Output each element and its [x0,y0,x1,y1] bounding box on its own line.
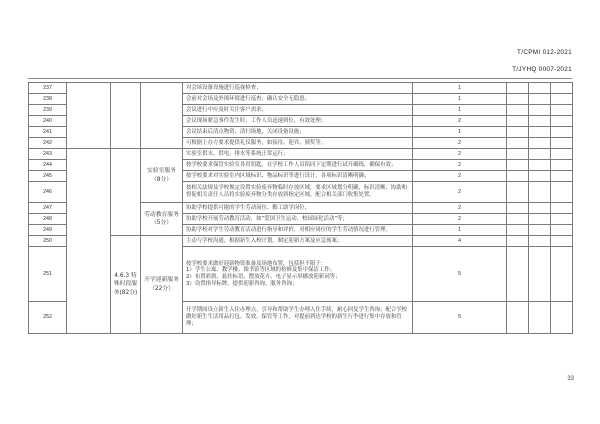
empty-cell [551,94,573,105]
empty-cell [507,302,529,334]
empty-cell [551,171,573,182]
row-content: 协助学校提供可能的学生劳动岗位、勤工助学岗位； [183,203,413,214]
empty-cell [67,83,111,149]
table-row [29,83,573,94]
row-content: 按相关法规及学校规定设置实验废弃物临时存放区域，要求区域划分明确，标识清晰；协助和督促相关责任人员将实验废弃物分类存放到指定区域，配合相关部门收集处置。 [183,182,413,203]
category-enrollment-service: 开学迎新服务（22分） [141,236,183,334]
empty-cell [551,182,573,203]
empty-cell [507,83,529,94]
empty-cell [551,225,573,236]
row-number: 244 [29,160,67,171]
row-score: 2 [413,149,507,160]
row-content: 开学期间设立新生入住办理点，引导和帮助学生办理入住手续，耐心回复学生咨询；配合学校做好新生生活用品打包、发放、保管等工作，对提前到达学校的新生行李进行集中存放和管理； [183,302,413,334]
row-content: 会前对会场及外围环境进行巡查，确认安全无隐患； [183,94,413,105]
page-number: 33 [567,376,574,382]
standard-code-secondary: T/JYHQ 0007-2021 [512,66,572,73]
empty-cell [551,203,573,214]
empty-cell [529,214,551,225]
empty-cell [529,171,551,182]
empty-cell [507,214,529,225]
row-number: 243 [29,149,67,160]
row-number: 248 [29,214,67,225]
empty-cell [529,105,551,116]
row-score: 2 [413,203,507,214]
empty-cell [111,149,141,236]
empty-cell [529,149,551,160]
row-score: 1 [413,94,507,105]
empty-cell [507,138,529,149]
empty-cell [551,302,573,334]
empty-cell [507,127,529,138]
row-score: 1 [413,83,507,94]
row-score: 5 [413,302,507,334]
empty-cell [507,105,529,116]
empty-cell [507,149,529,160]
empty-cell [529,160,551,171]
header-divider [28,78,572,79]
row-content-multiline [183,247,413,302]
empty-cell [529,127,551,138]
category-special-period-service: 4.6.3 特殊时段服务(82分) [111,236,141,334]
empty-cell [507,247,529,302]
empty-cell [551,160,573,171]
row-content: 可根据上办方要求提供礼仪服务，如接待、迎宾、颁奖等。 [183,138,413,149]
row-score: 2 [413,214,507,225]
row-content: 对会场设备设施进行巡视检查； [183,83,413,94]
row-content: 按学校要求对实验室内区域标识、物品标识等进行设计，各项标识清晰明确； [183,171,413,182]
row-content: 协助学校开展劳动教育活动，如“爱国卫生运动、校园绿化活动”等； [183,214,413,225]
empty-cell [507,116,529,127]
empty-cell [551,127,573,138]
row-number: 247 [29,203,67,214]
empty-cell [529,138,551,149]
empty-cell [507,94,529,105]
empty-cell [529,203,551,214]
category-lab-service: 实验室服务（8分） [141,149,183,203]
row-score: 2 [413,171,507,182]
empty-cell [551,138,573,149]
row-number: 249 [29,225,67,236]
row-score: 2 [413,182,507,203]
row-number: 240 [29,116,67,127]
row-score: 2 [413,138,507,149]
service-standard-table [28,82,573,334]
row-number: 241 [29,127,67,138]
row-score: 4 [413,236,507,247]
row-number: 250 [29,236,67,247]
row-content: 会议进行中应及时关注客户需求； [183,105,413,116]
empty-cell [529,236,551,247]
empty-cell [111,83,141,149]
row-number: 242 [29,138,67,149]
row-score: 2 [413,160,507,171]
row-score: 1 [413,225,507,236]
table-row [29,149,573,160]
row-number: 239 [29,105,67,116]
empty-cell [551,236,573,247]
empty-cell [529,247,551,302]
empty-cell [507,160,529,171]
row-content: 实验室供水、供电、排水等系统正常运行； [183,149,413,160]
empty-cell [67,149,111,334]
row-score: 2 [413,116,507,127]
row-content: 协助学校对学生劳动教育活动进行指导和评价，对相应岗位的学生劳动情况进行管理。 [183,225,413,236]
content-line: 3）设置指导标牌、提供迎新咨询、服务咨询； [186,280,298,287]
row-number: 246 [29,182,67,203]
row-score: 1 [413,105,507,116]
row-number: 238 [29,94,67,105]
empty-cell [507,171,529,182]
content-line: 按学校要求做好迎新物资准备及场地布置，包括但不限于： [186,260,327,267]
row-score: 5 [413,247,507,302]
row-score: 1 [413,127,507,138]
content-line: 2）布置彩旗、悬挂标语、摆放花卉、电子显示屏播放迎新词等； [186,274,341,280]
empty-cell [507,203,529,214]
empty-cell [529,83,551,94]
row-number: 237 [29,83,67,94]
row-content: 主动与学校沟通，根据新生入校计划，制定迎新方案及应急预案； [183,236,413,247]
row-content: 会议现场紧急事件发生时，工作人员迅速到位，有效处理； [183,116,413,127]
empty-cell [551,149,573,160]
row-content: 按学校要求保管实验室各用钥匙，在学校工作人员陪同下定期进行试开确练，确保有效； [183,160,413,171]
empty-cell [551,83,573,94]
empty-cell [507,236,529,247]
empty-cell [507,225,529,236]
table-row [29,236,573,247]
category-labor-service: 劳动教育服务（5分） [141,203,183,236]
empty-cell [529,302,551,334]
row-content: 会议结束后清点物资、清扫场地、关闭设备设施； [183,127,413,138]
row-number: 251 [29,247,67,302]
empty-cell [551,214,573,225]
empty-cell [529,225,551,236]
empty-cell [529,94,551,105]
row-number: 245 [29,171,67,182]
standard-code-primary: T/CPMI 012-2021 [517,49,572,56]
empty-cell [529,116,551,127]
content-line: 1）学生公寓、教学楼、图书馆等区域的检修及集中保洁工作； [186,267,335,274]
empty-cell [507,182,529,203]
empty-cell [529,182,551,203]
empty-cell [141,83,183,149]
empty-cell [551,105,573,116]
row-number: 252 [29,302,67,334]
empty-cell [551,247,573,302]
empty-cell [551,116,573,127]
